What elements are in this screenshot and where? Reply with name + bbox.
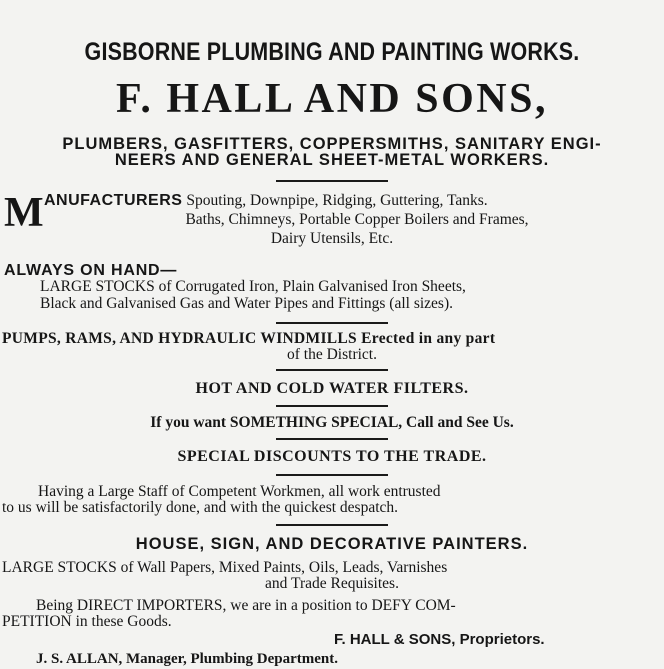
importers-line-1: Being DIRECT IMPORTERS, we are in a position to DEFY COM- — [36, 597, 456, 614]
always-heading: ALWAYS ON HAND— — [4, 262, 178, 279]
importers-line-2: PETITION in these Goods. — [2, 613, 172, 630]
pumps-line-2: of the District. — [287, 346, 377, 363]
stocks-line-1: LARGE STOCKS of Wall Papers, Mixed Paints, Oils, Leads, Varnishes — [2, 559, 448, 576]
manufacturers-line-2: Baths, Chimneys, Portable Copper Boilers and Frames, — [185, 211, 529, 228]
stocks-line-2: and Trade Requisites. — [265, 575, 399, 592]
divider — [276, 438, 388, 440]
divider — [276, 524, 388, 526]
discounts-heading: SPECIAL DISCOUNTS TO THE TRADE. — [177, 448, 487, 465]
trades-line-2: NEERS AND GENERAL SHEET-METAL WORKERS. — [114, 151, 550, 169]
drop-cap: M — [4, 190, 44, 236]
divider — [276, 405, 388, 407]
painters-heading: HOUSE, SIGN, AND DECORATIVE PAINTERS. — [135, 535, 529, 553]
works-title: GISBORNE PLUMBING AND PAINTING WORKS. — [84, 38, 580, 66]
divider — [276, 369, 388, 371]
special-line: If you want SOMETHING SPECIAL, Call and See Us. — [150, 414, 514, 431]
pumps-line-1: PUMPS, RAMS, AND HYDRAULIC WINDMILLS Erected in any part — [2, 330, 496, 347]
staff-line-1: Having a Large Staff of Competent Workmen, all work entrusted — [38, 483, 441, 500]
divider — [276, 474, 388, 476]
filters-heading: HOT AND COLD WATER FILTERS. — [195, 380, 469, 397]
divider — [276, 322, 388, 324]
always-line-2: Black and Galvanised Gas and Water Pipes and Fittings (all sizes). — [40, 295, 453, 312]
firm-name: F. HALL AND SONS, — [116, 76, 548, 122]
divider — [276, 180, 388, 182]
manufacturers-line-3: Dairy Utensils, Etc. — [270, 230, 394, 247]
manufacturers-items: Spouting, Downpipe, Ridging, Guttering, Tanks. — [186, 192, 488, 209]
manufacturers-lead: ANUFACTURERS — [44, 192, 183, 209]
staff-line-2: to us will be satisfactorily done, and with the quickest despatch. — [2, 499, 399, 516]
manager-line: J. S. ALLAN, Manager, Plumbing Department. — [36, 651, 338, 667]
proprietors-signature: F. HALL & SONS, Proprietors. — [334, 631, 545, 648]
always-line-1: LARGE STOCKS of Corrugated Iron, Plain Galvanised Iron Sheets, — [40, 278, 466, 295]
manufacturers-line-1 — [44, 193, 664, 209]
trades-line-1: PLUMBERS, GASFITTERS, COPPERSMITHS, SANITARY ENGI- — [62, 135, 602, 153]
